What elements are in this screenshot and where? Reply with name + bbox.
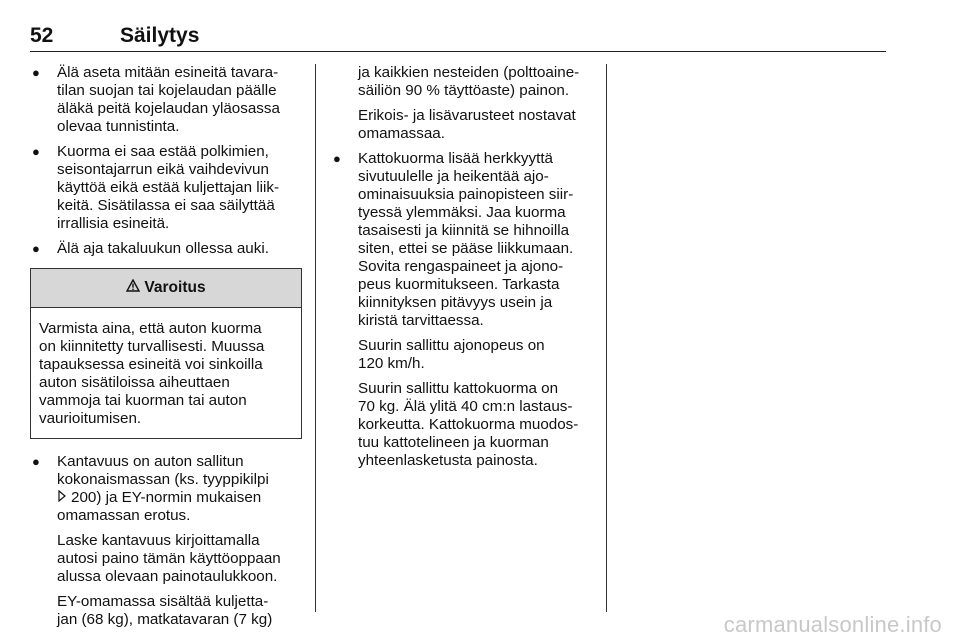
text-line: käyttöä eikä estää kuljettajan liik- xyxy=(57,179,280,196)
text-line: on kiinnitetty turvallisesti. Muussa xyxy=(39,338,265,355)
text-line: siten, ettei se pääse liikkumaan. xyxy=(358,240,574,257)
column-divider xyxy=(606,64,607,612)
page-number: 52 xyxy=(30,24,54,47)
text-line: seisontajarrun eikä vaihdevivun xyxy=(57,161,269,178)
text-line: vaurioitumisen. xyxy=(39,410,142,427)
bullet-item xyxy=(331,150,597,330)
text-line: kiinnityksen pitävyys usein ja xyxy=(358,294,553,311)
text-line: kokonaismassan (ks. tyyppikilpi xyxy=(57,471,269,488)
text-line: sivutuulelle ja heikentää ajo- xyxy=(358,168,549,185)
text-line: kiristä tarvittaessa. xyxy=(358,312,484,329)
warning-triangle-icon xyxy=(126,279,140,297)
middle-column xyxy=(331,64,597,477)
text-line: Suurin sallittu kattokuorma on xyxy=(358,380,559,397)
text-line: olevaa tunnistinta. xyxy=(57,118,180,135)
text-line: säiliön 90 % täyttöaste) painon. xyxy=(358,82,570,99)
page-reference-arrow-icon[interactable] xyxy=(57,489,67,507)
paragraph xyxy=(331,64,597,100)
text-line: Laske kantavuus kirjoittamalla xyxy=(57,532,260,549)
text-line: alussa olevaan painotaulukkoon. xyxy=(57,568,278,585)
bullet-dot-icon: ● xyxy=(32,144,40,159)
text-line: 120 km/h. xyxy=(358,355,425,372)
watermark: carmanualsonline.info xyxy=(723,612,942,637)
text-line: Erikois- ja lisävarusteet nostavat xyxy=(358,107,576,124)
text-line: jan (68 kg), matkatavaran (7 kg) xyxy=(57,611,273,628)
text-line: Kattokuorma lisää herkkyyttä xyxy=(358,150,553,167)
warning-box xyxy=(30,268,302,439)
text-line: tapauksessa esineitä voi sinkoilla xyxy=(39,356,263,373)
column-divider xyxy=(315,64,316,612)
text-line: auton sisätiloissa aiheuttaen xyxy=(39,374,230,391)
text-line: Älä aja takaluukun ollessa auki. xyxy=(57,240,269,257)
text-line: peus kuormitukseen. Tarkasta xyxy=(358,276,560,293)
chapter-title: Säilytys xyxy=(120,24,200,47)
text-line: Kuorma ei saa estää polkimien, xyxy=(57,143,269,160)
text-line: Älä aseta mitään esineitä tavara- xyxy=(57,64,279,81)
paragraph xyxy=(331,107,597,143)
text-line: omamassan erotus. xyxy=(57,507,191,524)
text-line: korkeutta. Kattokuorma muodos- xyxy=(358,416,579,433)
text-line: yhteenlasketusta painosta. xyxy=(358,452,538,469)
text-line: tyessä ylemmäksi. Jaa kuorma xyxy=(358,204,566,221)
bullet-item xyxy=(30,64,302,136)
text-line: tasaisesti ja kiinnitä se hihnoilla xyxy=(358,222,570,239)
text-line: Kantavuus on auton sallitun xyxy=(57,453,244,470)
paragraph xyxy=(331,337,597,373)
bullet-dot-icon: ● xyxy=(32,65,40,80)
bullet-item xyxy=(30,143,302,233)
text-line: omamassaa. xyxy=(358,125,445,142)
bullet-dot-icon: ● xyxy=(32,241,40,256)
page-reference-text: 200) ja EY-normin mukaisen xyxy=(71,489,262,506)
warning-title: Varoitus xyxy=(144,279,206,296)
text-line: tilan suojan tai kojelaudan päälle xyxy=(57,82,277,99)
bullet-dot-icon: ● xyxy=(333,151,341,166)
text-line: EY-omamassa sisältää kuljetta- xyxy=(57,593,269,610)
text-line: Sovita rengaspaineet ja ajono- xyxy=(358,258,564,275)
bullet-item xyxy=(30,240,302,258)
paragraph xyxy=(30,593,302,629)
text-line: äläkä peitä kojelaudan yläosassa xyxy=(57,100,280,117)
text-line: autosi paino tämän käyttöoppaan xyxy=(57,550,281,567)
text-line: ominaisuuksia painopisteen siir- xyxy=(358,186,574,203)
bullet-item xyxy=(30,453,302,525)
left-column xyxy=(30,64,302,636)
text-line: 70 kg. Älä ylitä 40 cm:n lastaus- xyxy=(358,398,573,415)
text-line: Suurin sallittu ajonopeus on xyxy=(358,337,545,354)
text-line xyxy=(57,489,302,507)
text-line: tuu kattotelineen ja kuorman xyxy=(358,434,549,451)
text-line: ja kaikkien nesteiden (polttoaine- xyxy=(358,64,580,81)
text-line: irrallisia esineitä. xyxy=(57,215,170,232)
paragraph xyxy=(331,380,597,470)
text-line: Varmista aina, että auton kuorma xyxy=(39,320,262,337)
bullet-dot-icon: ● xyxy=(32,454,40,469)
text-line: vammoja tai kuorman tai auton xyxy=(39,392,247,409)
paragraph xyxy=(30,532,302,586)
warning-header xyxy=(31,269,301,308)
page-header xyxy=(30,24,886,52)
text-line: keitä. Sisätilassa ei saa säilyttää xyxy=(57,197,275,214)
header-rule xyxy=(30,51,886,52)
warning-body xyxy=(31,308,301,438)
